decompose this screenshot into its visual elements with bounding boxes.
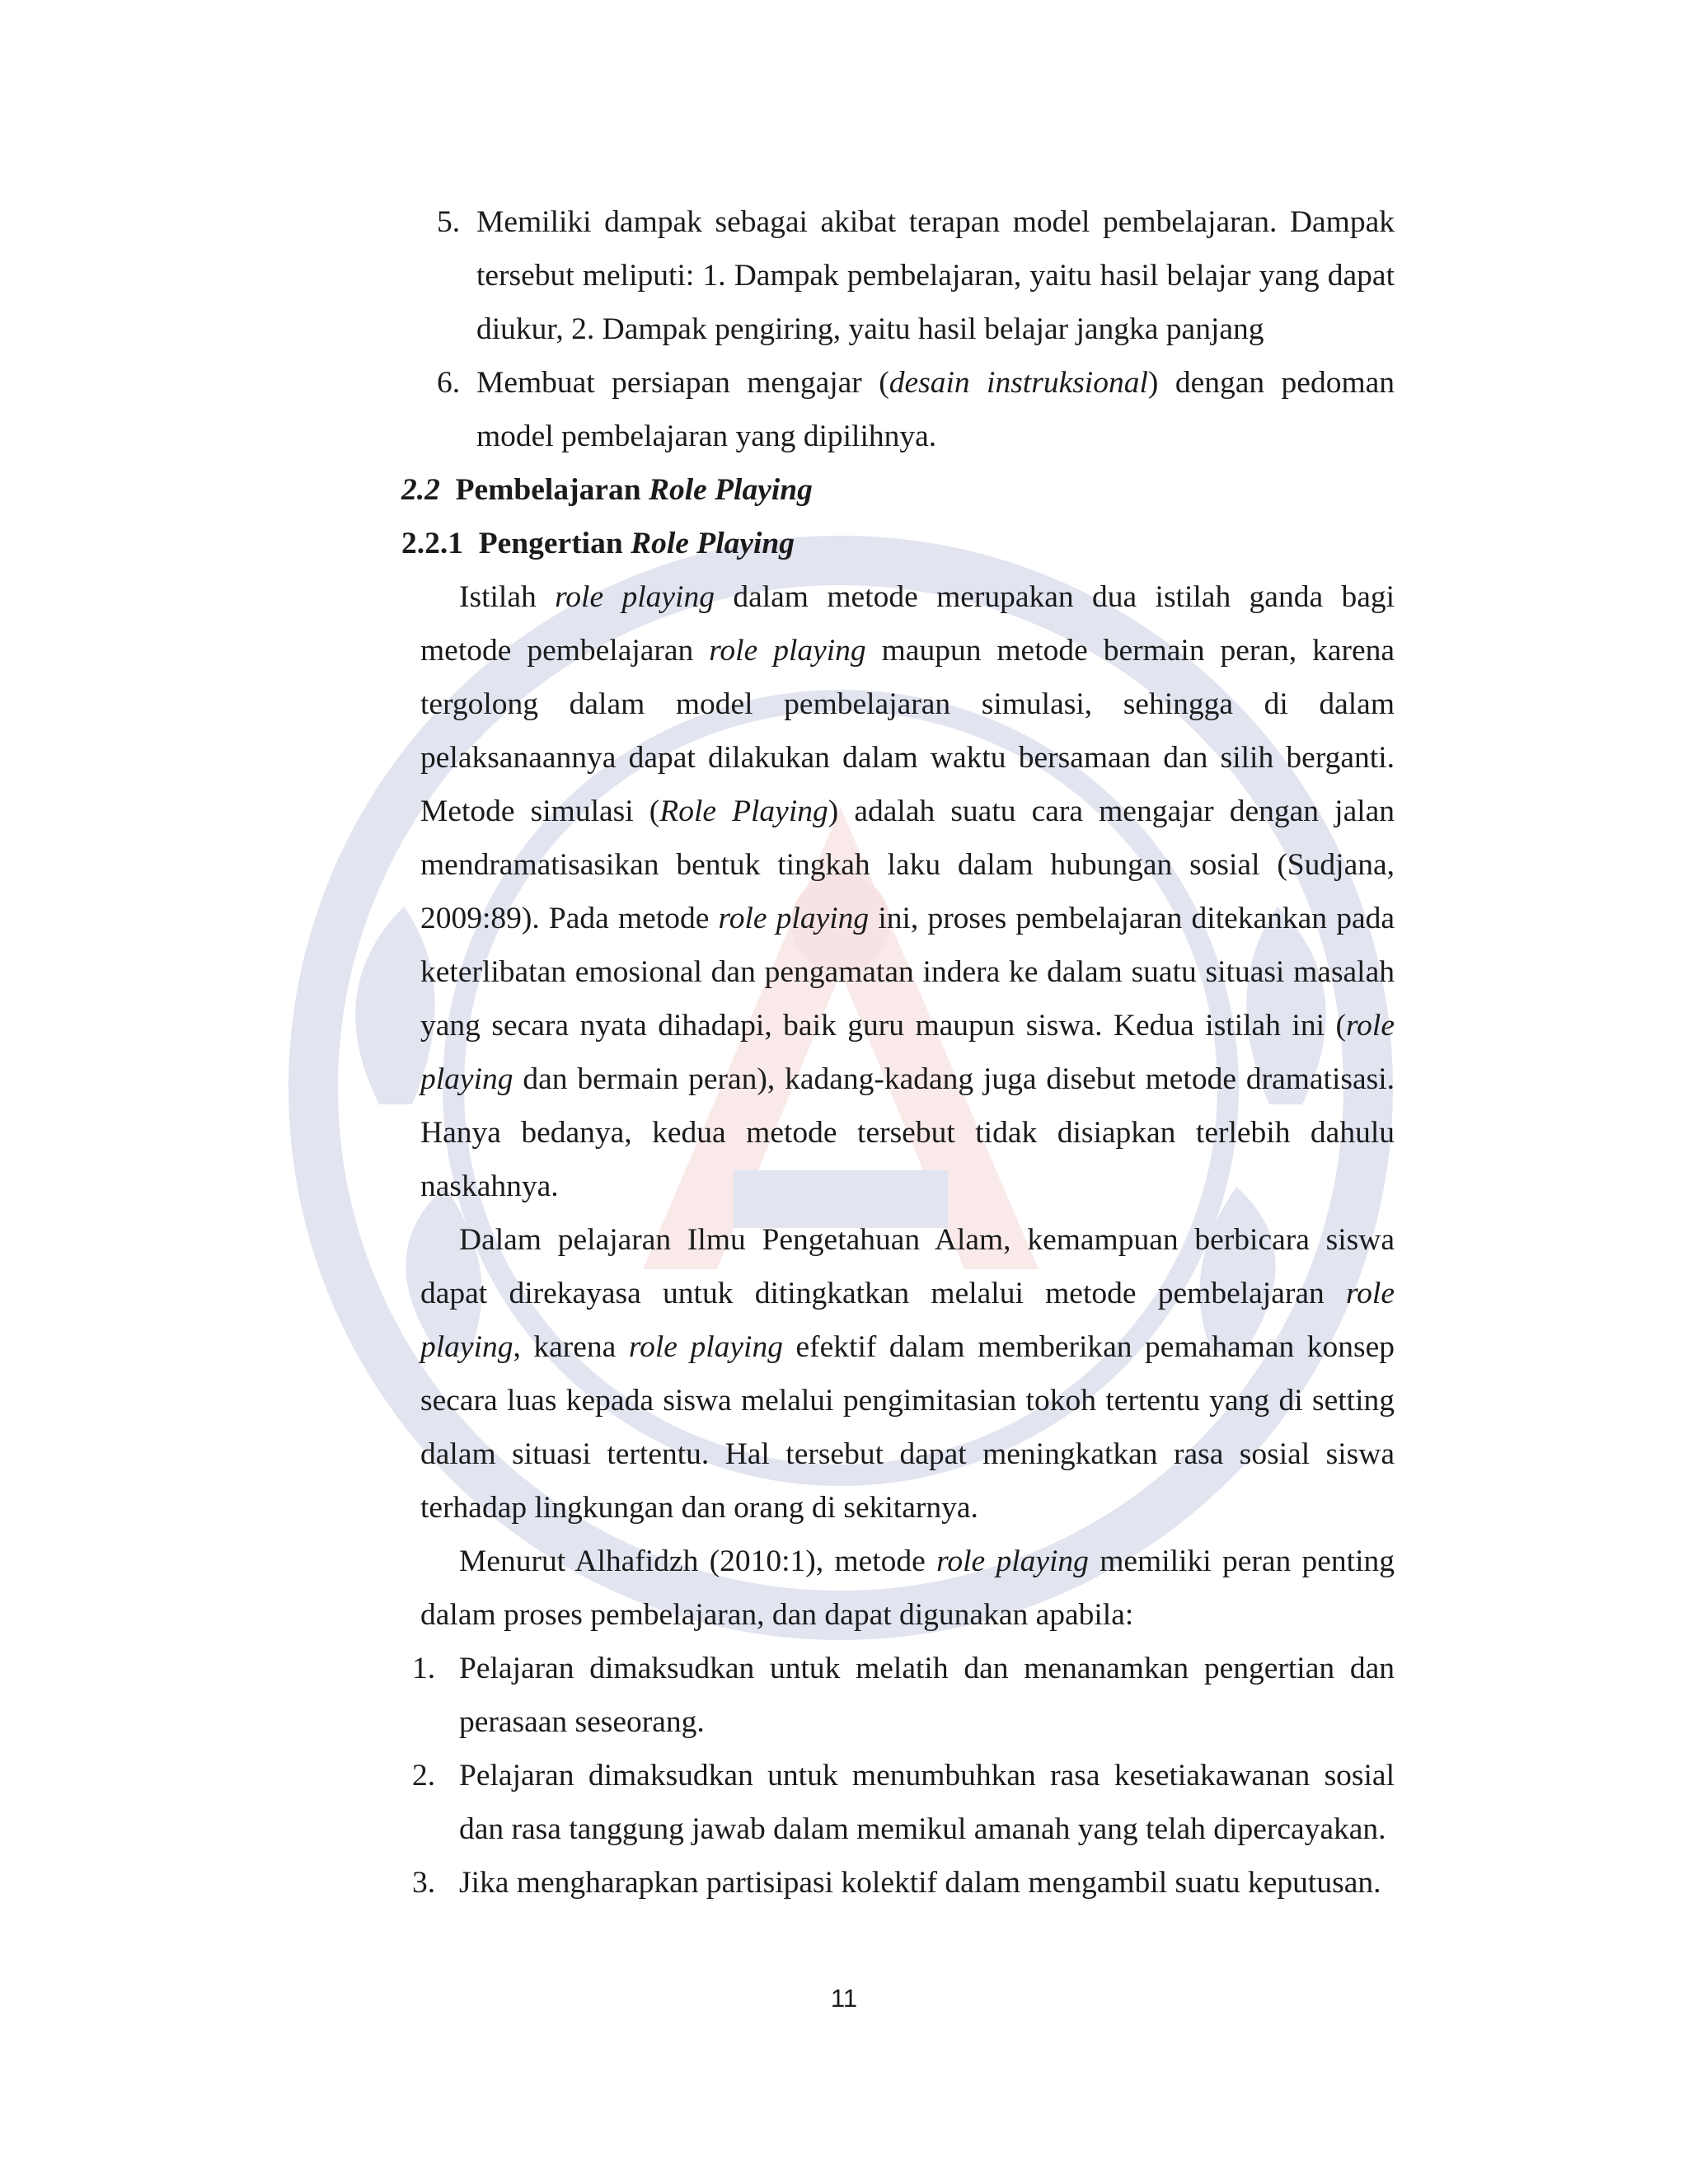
text-run: dalam situasi tertentu. Hal tersebut dapat meningkatkan rasa sosial siswa xyxy=(420,1437,1395,1471)
text-run: Menurut Alhafidzh (2010:1), metode xyxy=(459,1544,937,1578)
text-run: perasaan seseorang. xyxy=(459,1705,705,1739)
text-run: efektif dalam memberikan pemahaman konsep xyxy=(782,1330,1395,1364)
paragraph-line xyxy=(420,1052,1395,1106)
text-run: diukur, 2. Dampak pengiring, yaitu hasil belajar jangka panjang xyxy=(476,312,1264,346)
text-run: Jika mengharapkan partisipasi kolektif dalam mengambil suatu keputusan. xyxy=(459,1866,1381,1900)
page-number: 11 xyxy=(830,1984,858,2013)
list-item-line xyxy=(476,410,936,463)
paragraph-line xyxy=(420,1106,1395,1160)
heading-gap xyxy=(463,527,479,560)
text-run: memiliki peran penting xyxy=(1088,1544,1395,1578)
heading-gap xyxy=(641,473,649,507)
paragraph-line xyxy=(420,1588,1133,1642)
paragraph-line xyxy=(420,624,1395,677)
list-item-line xyxy=(459,1802,1386,1856)
italic-term: role xyxy=(1345,1009,1395,1043)
text-run: dapat direkayasa untuk ditingkatkan melalui metode pembelajaran xyxy=(420,1277,1346,1310)
heading-gap xyxy=(440,473,456,507)
list-item-line xyxy=(459,1695,705,1749)
paragraph-line xyxy=(420,838,1395,892)
text-run: mendramatisasikan bentuk tingkah laku dalam hubungan sosial (Sudjana, xyxy=(420,848,1395,882)
list-item-line xyxy=(476,356,1395,410)
list-item-line xyxy=(476,195,1395,249)
text-run: ) adalah suatu cara mengajar dengan jalan xyxy=(828,794,1395,828)
list-number: 3. xyxy=(412,1866,436,1900)
text-run: 2009:89). Pada metode xyxy=(420,902,719,935)
paragraph-line xyxy=(420,892,1395,945)
text-run: model pembelajaran yang dipilihnya. xyxy=(476,419,937,453)
text-run: Memiliki dampak sebagai akibat terapan model pembelajaran. Dampak xyxy=(476,205,1395,239)
italic-term: role xyxy=(1345,1277,1395,1310)
subsection-heading xyxy=(401,517,795,570)
heading-number: 2.2 xyxy=(401,473,440,507)
text-run: , karena xyxy=(513,1330,629,1364)
text-run: ini, proses pembelajaran ditekankan pada xyxy=(869,902,1395,935)
text-run: dan rasa tanggung jawab dalam memikul amanah yang telah dipercayakan. xyxy=(459,1812,1386,1846)
heading-italic-title: Role Playing xyxy=(648,473,813,507)
list-item-line xyxy=(476,302,1264,356)
heading-number: 2.2.1 xyxy=(401,527,463,560)
text-run: Pelajaran dimaksudkan untuk menumbuhkan rasa kesetiakawanan sosial xyxy=(459,1759,1395,1793)
paragraph-line xyxy=(420,785,1395,838)
text-run: Metode simulasi ( xyxy=(420,794,660,828)
italic-term: role playing xyxy=(628,1330,783,1364)
text-run: naskahnya. xyxy=(420,1169,559,1203)
text-run: maupun metode bermain peran, karena xyxy=(865,634,1395,668)
italic-term: role playing xyxy=(936,1544,1089,1578)
italic-term: role playing xyxy=(718,902,870,935)
text-run: dalam proses pembelajaran, dan dapat digunakan apabila: xyxy=(420,1598,1134,1632)
paragraph-line xyxy=(420,1427,1395,1481)
text-run: Pelajaran dimaksudkan untuk melatih dan menanamkan pengertian dan xyxy=(459,1652,1395,1685)
heading-title: Pengertian xyxy=(478,527,623,560)
italic-term: Role Playing xyxy=(659,794,828,828)
text-run: Istilah xyxy=(459,580,556,614)
italic-term: role playing xyxy=(709,634,866,668)
list-number: 2. xyxy=(412,1759,436,1793)
heading-gap xyxy=(623,527,631,560)
paragraph-line xyxy=(420,1160,559,1213)
paragraph-line xyxy=(459,570,1395,624)
paragraph-line xyxy=(420,999,1395,1052)
paragraph-line xyxy=(459,1213,1395,1267)
paragraph-line xyxy=(420,677,1395,731)
text-run: terhadap lingkungan dan orang di sekitarnya. xyxy=(420,1491,978,1525)
list-number: 6. xyxy=(437,366,461,400)
heading-italic-title: Role Playing xyxy=(631,527,795,560)
paragraph-line xyxy=(420,1481,978,1535)
text-run: metode pembelajaran xyxy=(420,634,710,668)
list-number: 5. xyxy=(437,205,461,239)
text-run: Membuat persiapan mengajar ( xyxy=(476,366,889,400)
list-item-line xyxy=(459,1749,1395,1802)
text-run: ) dengan pedoman xyxy=(1147,366,1395,400)
paragraph-line xyxy=(420,1320,1395,1374)
text-run: keterlibatan emosional dan pengamatan indera ke dalam suatu situasi masalah xyxy=(420,955,1395,989)
text-run: dan bermain peran), kadang-kadang juga disebut metode dramatisasi. xyxy=(513,1062,1395,1096)
italic-term: role playing xyxy=(555,580,715,614)
section-heading xyxy=(401,463,813,517)
paragraph-line xyxy=(459,1535,1395,1588)
heading-title: Pembelajaran xyxy=(455,473,641,507)
list-item-line xyxy=(459,1642,1395,1695)
paragraph-line xyxy=(420,945,1395,999)
italic-term: playing xyxy=(420,1330,513,1364)
paragraph-line xyxy=(420,731,1395,785)
list-item-line xyxy=(459,1856,1381,1910)
italic-term: playing xyxy=(420,1062,513,1096)
paragraph-line xyxy=(420,1374,1395,1427)
text-run: tergolong dalam model pembelajaran simulasi, sehingga di dalam xyxy=(420,687,1395,721)
text-run: Hanya bedanya, kedua metode tersebut tidak disiapkan terlebih dahulu xyxy=(420,1116,1395,1150)
text-run: tersebut meliputi: 1. Dampak pembelajaran, yaitu hasil belajar yang dapat xyxy=(476,259,1395,293)
paragraph-line xyxy=(420,1267,1395,1320)
text-run: yang secara nyata dihadapi, baik guru maupun siswa. Kedua istilah ini ( xyxy=(420,1009,1346,1043)
text-run: dalam metode merupakan dua istilah ganda bagi xyxy=(714,580,1395,614)
text-run: Dalam pelajaran Ilmu Pengetahuan Alam, kemampuan berbicara siswa xyxy=(459,1223,1395,1257)
list-number: 1. xyxy=(412,1652,436,1685)
text-run: pelaksanaannya dapat dilakukan dalam waktu bersamaan dan silih berganti. xyxy=(420,741,1395,775)
italic-term: desain instruksional xyxy=(889,366,1148,400)
text-run: secara luas kepada siswa melalui pengimitasian tokoh tertentu yang di setting xyxy=(420,1384,1395,1418)
list-item-line xyxy=(476,249,1395,302)
